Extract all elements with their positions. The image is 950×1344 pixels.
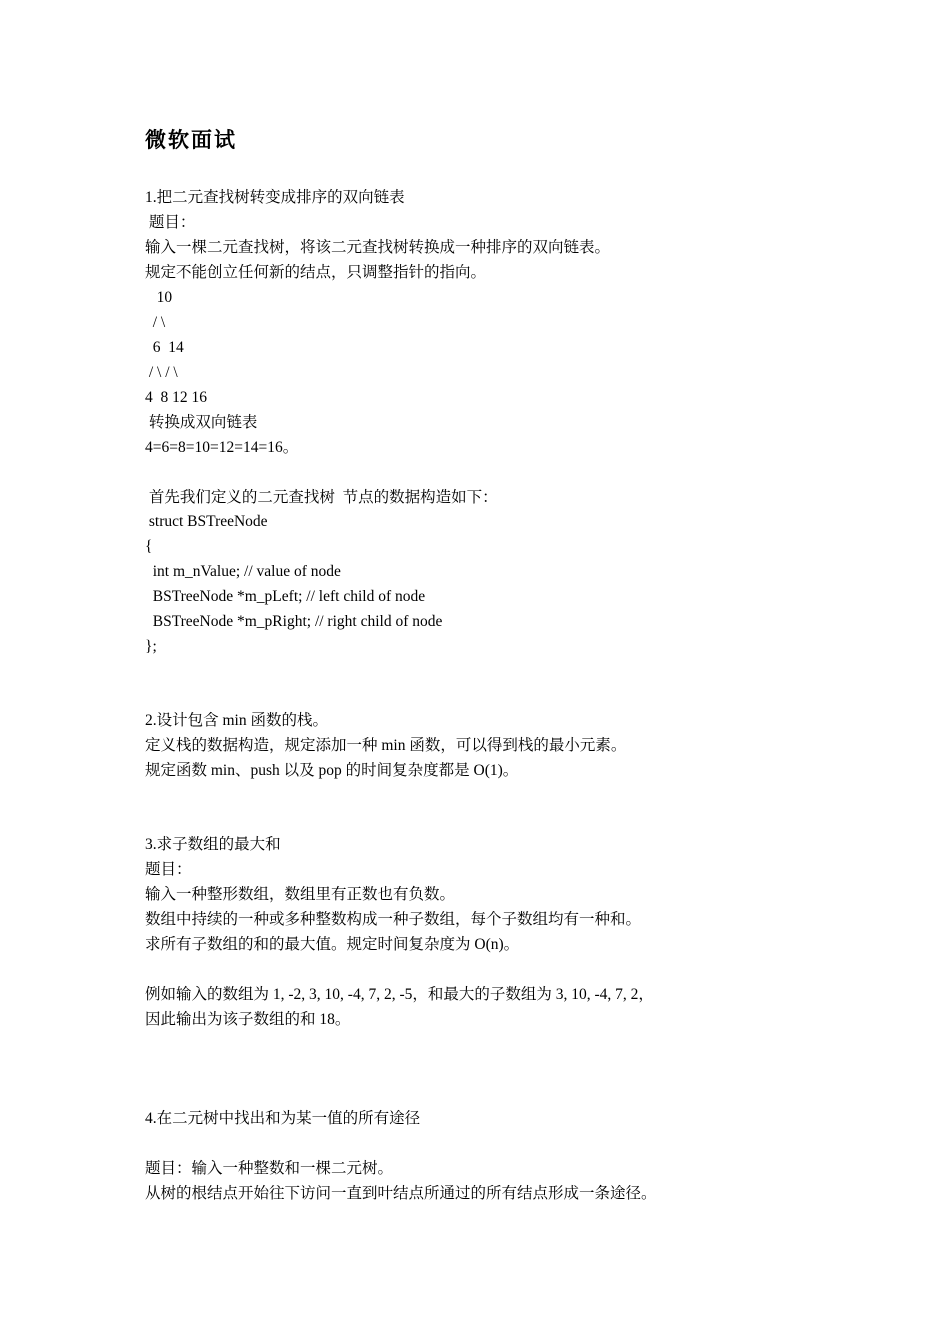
q4-text-line: 题目：输入一种整数和一棵二元树。 (145, 1160, 394, 1177)
document-title: 微软面试 (145, 128, 237, 152)
q2-text-line: 规定函数 min、push 以及 pop 的时间复杂度都是 O(1)。 (145, 762, 519, 779)
tree-diagram-line: / \ / \ (145, 364, 178, 381)
code-line: BSTreeNode *m_pRight; // right child of node (145, 613, 443, 630)
tree-diagram-line: 10 (145, 289, 173, 306)
q3-text-line: 求所有子数组的和的最大值。规定时间复杂度为 O(n)。 (145, 936, 520, 953)
q3-text-line: 数组中持续的一种或多种整数构成一种子数组，每个子数组均有一种和。 (145, 911, 642, 928)
q1-label: 题目： (145, 214, 196, 231)
q4-text-line: 从树的根结点开始往下访问一直到叶结点所通过的所有结点形成一条途径。 (145, 1185, 657, 1202)
code-line: BSTreeNode *m_pLeft; // left child of node (145, 588, 426, 605)
tree-diagram-line: 4 8 12 16 (145, 389, 207, 406)
q3-text-line: 输入一种整形数组，数组里有正数也有负数。 (145, 886, 456, 903)
q3-text-line: 因此输出为该子数组的和 18。 (145, 1011, 351, 1028)
q1-text-line: 4=6=8=10=12=14=16。 (145, 439, 299, 456)
q3-label: 题目： (145, 861, 192, 878)
q3-text-line: 例如输入的数组为 1, -2, 3, 10, -4, 7, 2, -5，和最大的子数组为 3, 10, -4, 7, 2， (145, 986, 654, 1003)
q2-text-line: 定义栈的数据构造，规定添加一种 min 函数，可以得到栈的最小元素。 (145, 737, 627, 754)
q1-text-line: 首先我们定义的二元查找树 节点的数据构造如下： (145, 489, 498, 506)
q1-heading: 1.把二元查找树转变成排序的双向链表 (145, 189, 405, 206)
q3-heading: 3.求子数组的最大和 (145, 836, 281, 853)
code-line: int m_nValue; // value of node (145, 563, 341, 580)
tree-diagram-line: 6 14 (145, 339, 184, 356)
code-line: struct BSTreeNode (145, 513, 268, 530)
code-line: }; (145, 638, 157, 655)
code-line: { (145, 538, 153, 555)
q2-heading: 2.设计包含 min 函数的栈。 (145, 712, 328, 729)
q1-text-line: 转换成双向链表 (145, 414, 258, 431)
q1-text-line: 输入一棵二元查找树，将该二元查找树转换成一种排序的双向链表。 (145, 239, 611, 256)
tree-diagram-line: / \ (145, 314, 166, 331)
q4-heading: 4.在二元树中找出和为某一值的所有途径 (145, 1110, 421, 1127)
q1-text-line: 规定不能创立任何新的结点，只调整指针的指向。 (145, 264, 487, 281)
